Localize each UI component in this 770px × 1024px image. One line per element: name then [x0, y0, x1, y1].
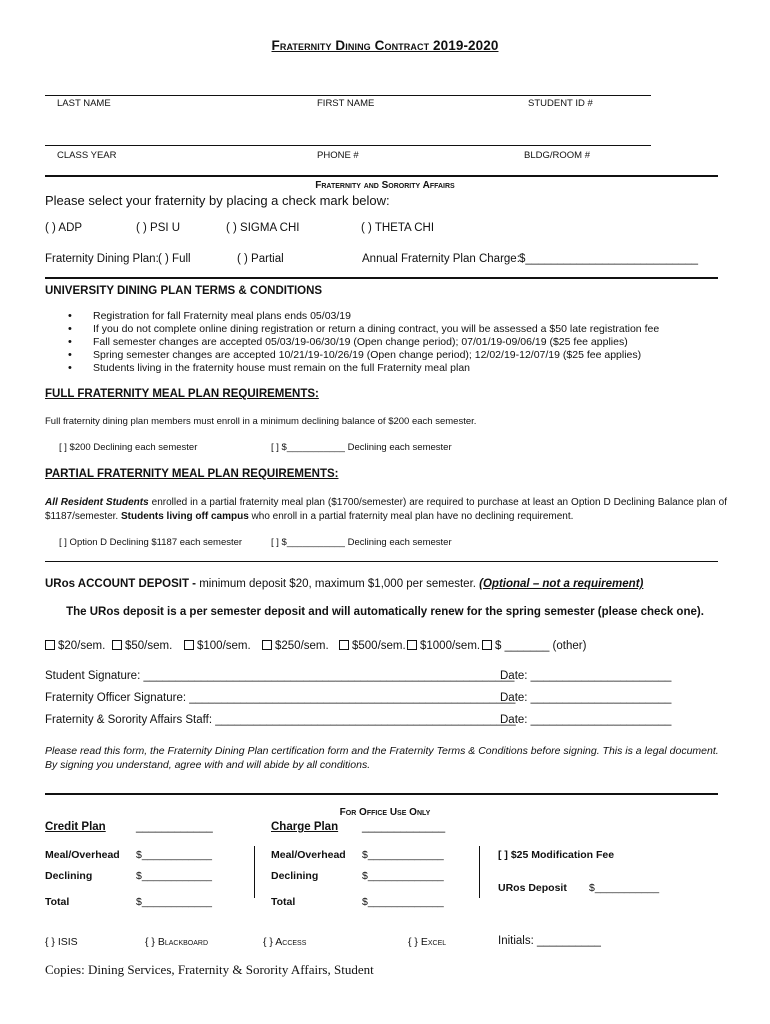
checkbox-icon[interactable]: [262, 640, 272, 650]
uros-option-500[interactable]: [339, 640, 406, 652]
charge-meal-overhead-field[interactable]: $_____________: [362, 849, 444, 861]
uros-deposit-label: URos Deposit: [498, 882, 567, 894]
terms-item: • Spring semester changes are accepted 10/21/19-10/26/19 (Open change period); 12/02/19-12/07/19 ($25 fee applies): [68, 349, 659, 362]
terms-item: • Students living in the fraternity house must remain on the full Fraternity meal plan: [68, 362, 659, 375]
terms-item: • Fall semester changes are accepted 05/03/19-06/30/19 (Open change period); 07/01/19-09/06/19 ($25 fee applies): [68, 336, 659, 349]
charge-plan-label: Charge Plan: [271, 821, 339, 833]
uros-option-250[interactable]: [262, 640, 329, 652]
office-column-divider: [479, 846, 480, 898]
class-year-label: CLASS YEAR: [57, 150, 117, 161]
student-signature-field[interactable]: Student Signature: __________________________________________________________: [45, 670, 515, 682]
legal-disclaimer: Please read this form, the Fraternity Dining Plan certification form and the Fraternity Terms & Conditions before signing. This is a legal document. By signing you understand, agree with and will abide by all conditions.: [45, 745, 719, 771]
partial-plan-option-custom[interactable]: [ ] $___________ Declining each semester: [271, 537, 452, 548]
uros-deposit-field[interactable]: $___________: [589, 882, 660, 894]
checkbox-icon[interactable]: [482, 640, 492, 650]
section-divider: [45, 175, 718, 177]
field-line-1: [45, 95, 651, 96]
system-excel[interactable]: { } Excel: [408, 936, 447, 948]
partial-plan-text2: who enroll in a partial fraternity meal plan have no declining requirement.: [248, 511, 574, 522]
uros-option-label: $ _______ (other): [495, 640, 587, 652]
full-plan-option-custom[interactable]: [ ] $___________ Declining each semester: [271, 442, 452, 453]
plan-label: Fraternity Dining Plan:: [45, 253, 159, 265]
staff-signature-field[interactable]: Fraternity & Sorority Affairs Staff: _______________________________________________: [45, 714, 516, 726]
credit-total-label: Total: [45, 896, 70, 908]
plan-charge-field[interactable]: $___________________________: [519, 253, 699, 265]
section-header: Fraternity and Sorority Affairs: [315, 180, 455, 191]
credit-declining-field[interactable]: $____________: [136, 870, 212, 882]
option-theta-chi[interactable]: ( ) THETA CHI: [361, 222, 435, 234]
checkbox-icon[interactable]: [407, 640, 417, 650]
credit-plan-label: Credit Plan: [45, 821, 106, 833]
staff-signature-date[interactable]: Date: ______________________: [500, 714, 672, 726]
plan-full-option[interactable]: ( ) Full: [158, 253, 191, 265]
credit-total-field[interactable]: $____________: [136, 896, 212, 908]
first-name-label: FIRST NAME: [317, 98, 375, 109]
partial-plan-text: [45, 496, 727, 524]
uros-divider: [45, 561, 718, 562]
uros-option-label: $50/sem.: [125, 640, 173, 652]
credit-meal-overhead-label: Meal/Overhead: [45, 849, 120, 861]
uros-option-label: $1000/sem.: [420, 640, 481, 652]
option-adp[interactable]: ( ) ADP: [45, 222, 83, 234]
checkbox-icon[interactable]: [45, 640, 55, 650]
last-name-label: LAST NAME: [57, 98, 111, 109]
plan-partial-option[interactable]: ( ) Partial: [237, 253, 284, 265]
charge-declining-field[interactable]: $_____________: [362, 870, 444, 882]
copies-note: Copies: Dining Services, Fraternity & Sorority Affairs, Student: [45, 962, 374, 977]
plan-charge-label: Annual Fraternity Plan Charge:: [362, 253, 520, 265]
uros-optional: (Optional – not a requirement): [479, 578, 644, 590]
uros-option-20[interactable]: [45, 640, 105, 652]
uros-heading-rest: minimum deposit $20, maximum $1,000 per semester.: [196, 578, 480, 590]
student-signature-date[interactable]: Date: ______________________: [500, 670, 672, 682]
field-line-2: [45, 145, 651, 146]
partial-plan-text1: enrolled in a partial fraternity meal plan ($1700/semester) are required to purchase at least an Option D Declining Balance plan of $1187/semester.: [45, 497, 727, 522]
uros-option-1000[interactable]: [407, 640, 480, 652]
checkbox-icon[interactable]: [112, 640, 122, 650]
terms-item: • Registration for fall Fraternity meal plans ends 05/03/19: [68, 310, 659, 323]
full-plan-option-200[interactable]: [ ] $200 Declining each semester: [59, 442, 198, 453]
terms-item: • If you do not complete online dining registration or return a dining contract, you will be assessed a $50 late registration fee: [68, 323, 659, 336]
checkbox-icon[interactable]: [184, 640, 194, 650]
checkbox-icon[interactable]: [339, 640, 349, 650]
partial-plan-heading: PARTIAL FRATERNITY MEAL PLAN REQUIREMENTS:: [45, 468, 339, 480]
credit-plan-field[interactable]: ____________: [136, 821, 213, 833]
system-blackboard[interactable]: { } Blackboard: [145, 936, 209, 948]
option-sigma-chi[interactable]: ( ) SIGMA CHI: [226, 222, 300, 234]
uros-option-label: $500/sem.: [352, 640, 406, 652]
officer-signature-date[interactable]: Date: ______________________: [500, 692, 672, 704]
credit-meal-overhead-field[interactable]: $____________: [136, 849, 212, 861]
modification-fee-option[interactable]: [ ] $25 Modification Fee: [498, 849, 615, 861]
option-psi-u[interactable]: ( ) PSI U: [136, 222, 181, 234]
charge-plan-field[interactable]: _____________: [362, 821, 446, 833]
page-title: Fraternity Dining Contract 2019-2020: [271, 38, 499, 53]
uros-option-other[interactable]: [482, 640, 586, 652]
uros-option-50[interactable]: [112, 640, 172, 652]
office-heading: For Office Use Only: [339, 807, 431, 818]
full-plan-heading: FULL FRATERNITY MEAL PLAN REQUIREMENTS:: [45, 388, 319, 400]
uros-option-label: $20/sem.: [58, 640, 106, 652]
office-divider: [45, 793, 718, 795]
system-isis[interactable]: { } ISIS: [45, 936, 78, 948]
charge-total-label: Total: [271, 896, 296, 908]
partial-plan-bold1: All Resident Students: [45, 497, 149, 508]
charge-declining-label: Declining: [271, 870, 319, 882]
uros-heading-line: [45, 578, 643, 590]
charge-total-field[interactable]: $_____________: [362, 896, 444, 908]
student-id-label: STUDENT ID #: [528, 98, 593, 109]
partial-plan-option-d[interactable]: [ ] Option D Declining $1187 each semester: [59, 537, 243, 548]
full-plan-text: Full fraternity dining plan members must enroll in a minimum declining balance of $200 each semester.: [45, 416, 477, 427]
terms-heading: UNIVERSITY DINING PLAN TERMS & CONDITIONS: [45, 285, 323, 297]
terms-list: [68, 310, 659, 375]
uros-option-label: $100/sem.: [197, 640, 251, 652]
uros-option-100[interactable]: [184, 640, 251, 652]
phone-label: PHONE #: [317, 150, 359, 161]
partial-plan-bold2: Students living off campus: [120, 511, 249, 522]
uros-heading: URos ACCOUNT DEPOSIT -: [45, 578, 196, 590]
bldg-room-label: BLDG/ROOM #: [524, 150, 590, 161]
uros-note: The URos deposit is a per semester deposit and will automatically renew for the spring semester (please check one).: [66, 606, 704, 618]
office-column-divider: [254, 846, 255, 898]
officer-signature-field[interactable]: Fraternity Officer Signature: ___________________________________________________: [45, 692, 516, 704]
select-prompt: Please select your fraternity by placing a check mark below:: [45, 193, 390, 208]
credit-declining-label: Declining: [45, 870, 93, 882]
charge-meal-overhead-label: Meal/Overhead: [271, 849, 346, 861]
system-access[interactable]: { } Access: [263, 936, 307, 948]
uros-option-label: $250/sem.: [275, 640, 329, 652]
initials-field[interactable]: Initials: __________: [498, 935, 601, 947]
terms-divider: [45, 277, 718, 279]
